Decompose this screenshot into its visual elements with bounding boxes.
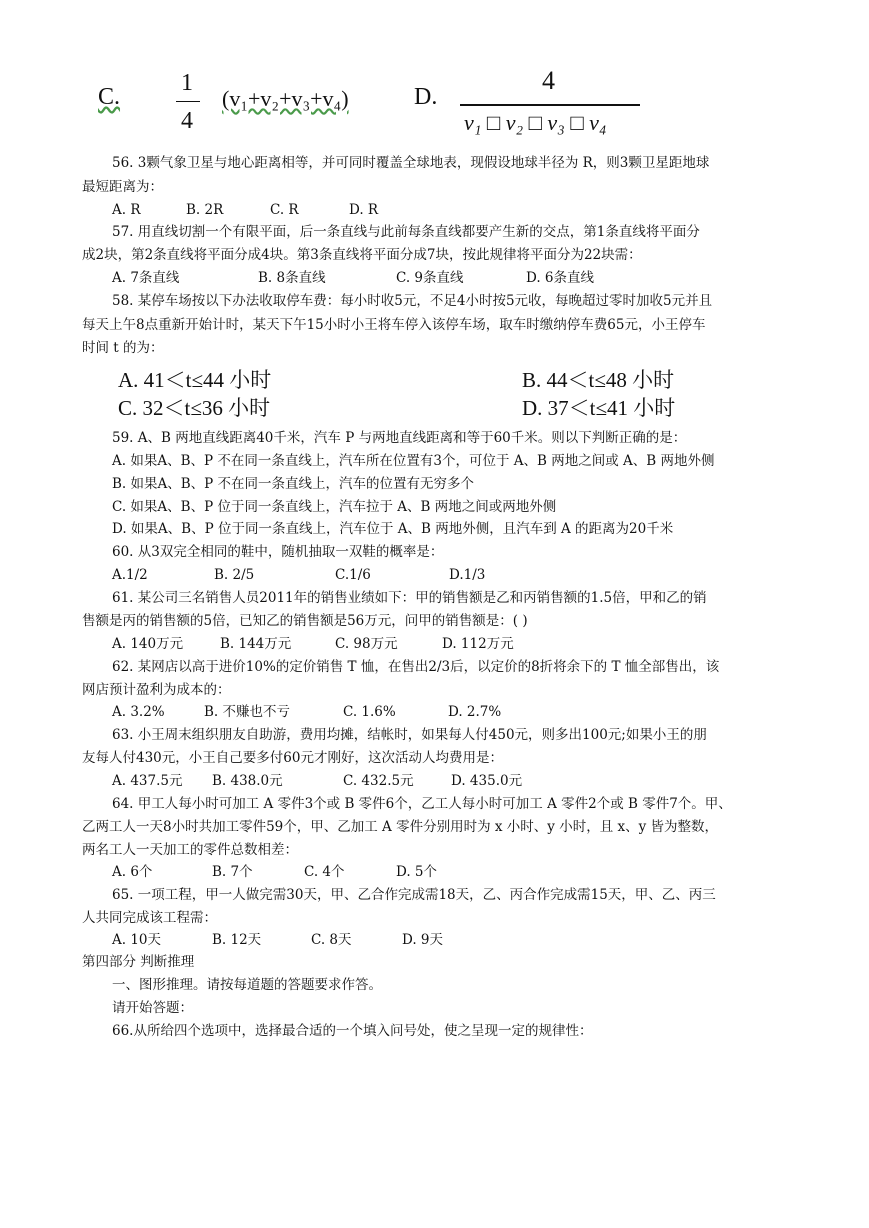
q65-option-d: D. 9天 [402, 932, 444, 948]
q56-option-a: A. R [112, 202, 141, 218]
q61-option-c: C. 98万元 [335, 636, 398, 652]
question-62-text-cont: 网店预计盈利为成本的： [82, 682, 231, 698]
q60-option-c: C.1/6 [335, 567, 371, 583]
q58-option-b: B. 44＜t≤48 小时 [522, 368, 675, 392]
formula-d-fraction-bar [460, 104, 640, 106]
question-62-text: 62. 某网店以高于进价10%的定价销售 T 恤，在售出2/3后，以定价的8折将余下的 T 恤全部售出，该 [112, 659, 720, 675]
question-61-text: 61. 某公司三名销售人员2011年的销售业绩如下：甲的销售额是乙和丙销售额的1.5倍，甲和乙的销 [112, 590, 707, 606]
q64-option-b: B. 7个 [212, 864, 253, 880]
formula-c-denominator: 4 [181, 108, 193, 134]
q59-option-b: B. 如果A、B、P 不在同一条直线上，汽车的位置有无穷多个 [112, 476, 475, 492]
question-64-text-cont: 乙两工人一天8小时共加工零件59个，甲、乙加工 A 零件分别用时为 x 小时、y 小时，且 x、y 皆为整数， [82, 819, 719, 835]
question-65-text: 65. 一项工程，甲一人做完需30天，甲、乙合作完成需18天，乙、丙合作完成需15天，甲、乙、丙三 [112, 887, 716, 903]
section-subtitle: 一、图形推理。请按每道题的答题要求作答。 [112, 977, 382, 993]
formula-d-denominator: v₁ □ v₂ □ v₃ □ v₄ [464, 110, 607, 135]
q58-option-c: C. 32＜t≤36 小时 [118, 396, 271, 420]
q60-option-d: D.1/3 [449, 567, 486, 583]
q63-option-b: B. 438.0元 [212, 773, 283, 789]
question-58-text-cont: 每天上午8点重新开始计时，某天下午15小时小王将车停入该停车场，取车时缴纳停车费65元，小王停车 [82, 317, 706, 333]
question-66-text: 66.从所给四个选项中，选择最合适的一个填入问号处，使之呈现一定的规律性： [112, 1023, 593, 1039]
question-58-text-cont2: 时间 t 的为： [82, 340, 164, 356]
q57-option-c: C. 9条直线 [396, 270, 464, 286]
q63-option-c: C. 432.5元 [343, 773, 414, 789]
q61-option-a: A. 140万元 [112, 636, 184, 652]
q59-option-d: D. 如果A、B、P 位于同一条直线上，汽车位于 A、B 两地外侧，且汽车到 A 的距离为20千米 [112, 521, 674, 537]
formula-d-label: D. [414, 84, 438, 110]
q57-option-a: A. 7条直线 [112, 270, 180, 286]
question-56-text: 56. 3颗气象卫星与地心距离相等，并可同时覆盖全球地表，现假设地球半径为 R，则3颗卫星距地球 [112, 155, 710, 171]
section-title: 第四部分 判断推理 [82, 954, 195, 970]
question-56-text-cont: 最短距离为： [82, 179, 163, 195]
question-57-text: 57. 用直线切割一个有限平面，后一条直线与此前每条直线都要产生新的交点，第1条直线将平面分 [112, 224, 700, 240]
question-61-text-cont: 售额是丙的销售额的5倍，已知乙的销售额是56万元，问甲的销售额是：( ) [82, 613, 528, 629]
q62-option-b: B. 不赚也不亏 [204, 704, 291, 720]
q64-option-c: C. 4个 [304, 864, 345, 880]
question-58-text: 58. 某停车场按以下办法收取停车费：每小时收5元，不足4小时按5元收，每晚超过零时加收5元并且 [112, 293, 713, 309]
formula-c-fraction-bar [176, 101, 200, 102]
formula-c-numerator: 1 [181, 70, 193, 96]
q60-option-a: A.1/2 [112, 567, 148, 583]
q64-option-a: A. 6个 [112, 864, 153, 880]
q64-option-d: D. 5个 [396, 864, 438, 880]
question-65-text-cont: 人共同完成该工程需： [82, 910, 217, 926]
q62-option-c: C. 1.6% [343, 704, 396, 720]
q62-option-d: D. 2.7% [448, 704, 502, 720]
q60-option-b: B. 2/5 [214, 567, 255, 583]
q61-option-b: B. 144万元 [220, 636, 292, 652]
q56-option-b: B. 2R [186, 202, 224, 218]
question-57-text-cont: 成2块，第2条直线将平面分成4块。第3条直线将平面分成7块，按此规律将平面分为22块需： [82, 247, 642, 263]
q59-option-c: C. 如果A、B、P 位于同一条直线上，汽车拉于 A、B 两地之间或两地外侧 [112, 499, 557, 515]
q59-option-a: A. 如果A、B、P 不在同一条直线上，汽车所在位置有3个，可位于 A、B 两地之间或 A、B 两地外侧 [112, 453, 715, 469]
q56-option-d: D. R [349, 202, 379, 218]
q63-option-d: D. 435.0元 [451, 773, 523, 789]
question-60-text: 60. 从3双完全相同的鞋中，随机抽取一双鞋的概率是： [112, 544, 444, 560]
q58-option-a: A. 41＜t≤44 小时 [118, 368, 272, 392]
formula-c-label: C. [98, 84, 121, 110]
q56-option-c: C. R [270, 202, 299, 218]
question-63-text: 63. 小王周末组织朋友自助游，费用均摊，结帐时，如果每人付450元，则多出100元;如果小王的朋 [112, 727, 707, 743]
question-64-text-cont2: 两名工人一天加工的零件总数相差： [82, 842, 298, 858]
start-instruction: 请开始答题： [112, 1000, 193, 1016]
q65-option-c: C. 8天 [311, 932, 352, 948]
q63-option-a: A. 437.5元 [112, 773, 183, 789]
q58-option-d: D. 37＜t≤41 小时 [522, 396, 676, 420]
q57-option-d: D. 6条直线 [526, 270, 595, 286]
q65-option-a: A. 10天 [112, 932, 162, 948]
question-63-text-cont: 友每人付430元，小王自己要多付60元才刚好，这次活动人均费用是： [82, 750, 503, 766]
q65-option-b: B. 12天 [212, 932, 262, 948]
q57-option-b: B. 8条直线 [258, 270, 326, 286]
question-64-text: 64. 甲工人每小时可加工 A 零件3个或 B 零件6个，乙工人每小时可加工 A 零件2个或 B 零件7个。甲、 [112, 796, 732, 812]
q61-option-d: D. 112万元 [442, 636, 514, 652]
formula-c-expression: (v₁+v₂+v₃+v₄) [222, 86, 349, 111]
formula-d-numerator: 4 [542, 66, 555, 95]
q62-option-a: A. 3.2% [112, 704, 165, 720]
question-59-text: 59. A、B 两地直线距离40千米，汽车 P 与两地直线距离和等于60千米。则以下判断正确的是： [112, 430, 687, 446]
